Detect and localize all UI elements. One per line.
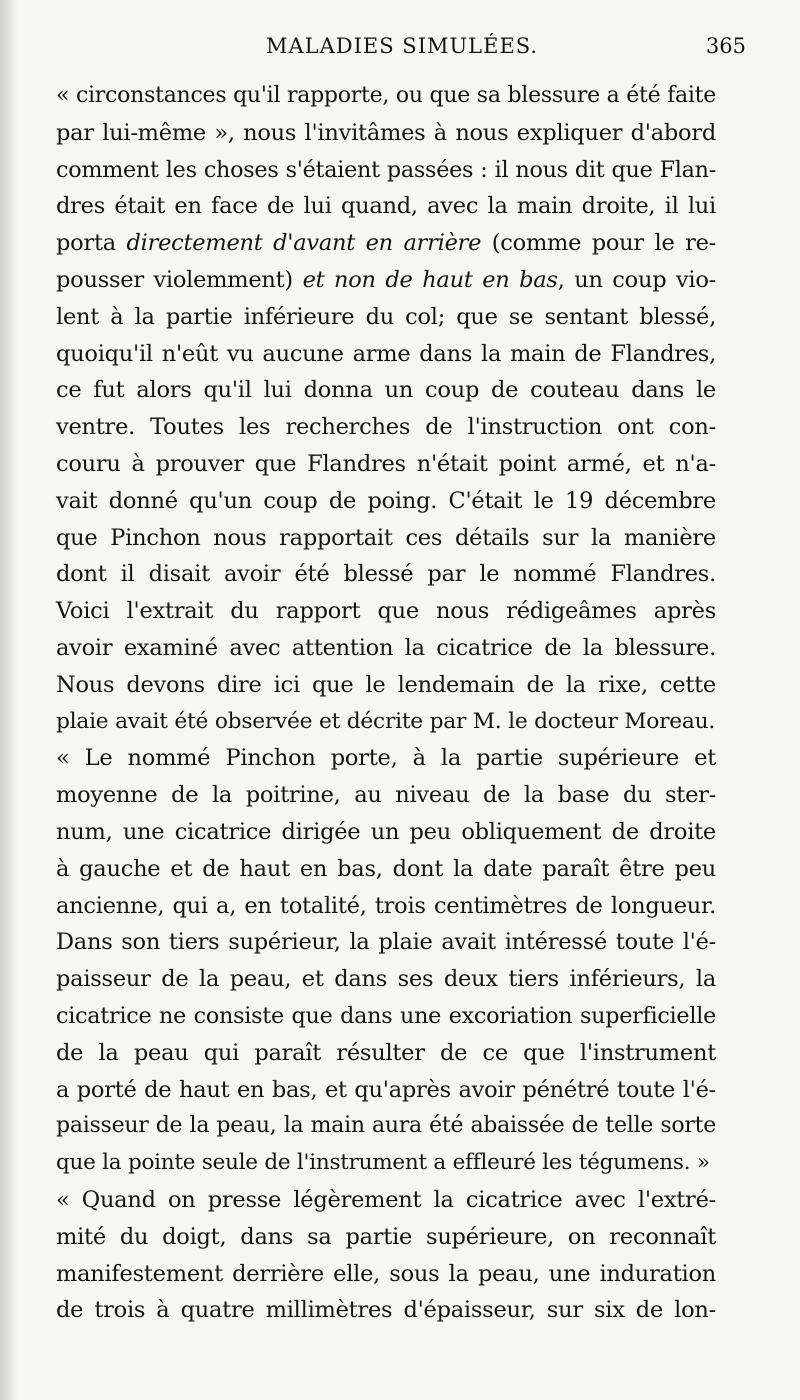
page-gutter-shadow: [0, 0, 18, 1400]
text-line: manifestement derrière elle, sous la peau, une induration: [56, 1260, 716, 1287]
text-line: ventre. Toutes les recherches de l'instruction ont con-: [56, 414, 716, 441]
text-line: de trois à quatre millimètres d'épaisseur, sur six de lon-: [56, 1297, 716, 1324]
body-text: [56, 78, 716, 1329]
page-header: [56, 34, 746, 70]
text-segment: (comme pour le re-: [481, 230, 716, 257]
text-line: dont il disait avoir été blessé par le nommé Flandres.: [56, 561, 716, 588]
italic-phrase: et non de haut en bas: [302, 266, 558, 293]
text-line: que Pinchon nous rapportait ces détails sur la manière: [56, 524, 716, 551]
text-line: « circonstances qu'il rapporte, ou que sa blessure a été faite: [56, 83, 717, 108]
text-line: quoiqu'il n'eût vu aucune arme dans la main de Flandres,: [56, 340, 716, 367]
running-head: MALADIES SIMULÉES.: [266, 34, 539, 58]
text-line: paisseur de la peau, la main aura été abaissée de telle sorte: [56, 1113, 716, 1139]
text-line: comment les choses s'étaient passées : il nous dit que Flan-: [56, 156, 716, 183]
text-line: que la pointe seule de l'instrument a effleuré les tégumens. »: [56, 1150, 710, 1176]
text-line: « Quand on presse légèrement la cicatrice avec l'extré-: [56, 1186, 716, 1213]
text-segment: porta: [56, 230, 127, 257]
text-line: vait donné qu'un coup de poing. C'était le 19 décembre: [56, 487, 716, 514]
text-line: a porté de haut en bas, et qu'après avoir pénétré toute l'é-: [56, 1076, 716, 1103]
text-line: à gauche et de haut en bas, dont la date paraît être peu: [56, 855, 716, 882]
text-line: par lui-même », nous l'invitâmes à nous expliquer d'abord: [56, 119, 716, 146]
text-line: Nous devons dire ici que le lendemain de la rixe, cette: [56, 671, 716, 698]
text-line: moyenne de la poitrine, au niveau de la base du ster-: [56, 782, 716, 809]
text-line: Voici l'extrait du rapport que nous rédigeâmes après: [56, 598, 716, 625]
text-line: « Le nommé Pinchon porte, à la partie supérieure et: [56, 745, 716, 772]
text-line: num, une cicatrice dirigée un peu obliquement de droite: [56, 818, 716, 845]
text-line: mité du doigt, dans sa partie supérieure, on reconnaît: [56, 1223, 716, 1250]
text-line: couru à prouver que Flandres n'était point armé, et n'a-: [56, 450, 716, 477]
text-line: lent à la partie inférieure du col; que se sentant blessé,: [56, 303, 716, 330]
text-line: plaie avait été observée et décrite par M. le docteur Moreau.: [56, 708, 716, 734]
page-number: 365: [705, 34, 746, 58]
text-line: avoir examiné avec attention la cicatrice de la blessure.: [56, 634, 716, 661]
text-line: ce fut alors qu'il lui donna un coup de couteau dans le: [56, 377, 716, 404]
text-line: ancienne, qui a, en totalité, trois centimètres de longueur.: [56, 892, 716, 919]
text-line: paisseur de la peau, et dans ses deux tiers inférieurs, la: [56, 966, 716, 993]
text-line: de la peau qui paraît résulter de ce que l'instrument: [56, 1039, 716, 1066]
text-line: cicatrice ne consiste que dans une excoriation superficielle: [56, 1002, 716, 1029]
text-segment: , un coup vio-: [557, 266, 716, 293]
italic-phrase: directement d'avant en arrière: [126, 230, 482, 257]
text-line: [56, 262, 716, 299]
text-segment: pousser violemment): [56, 266, 303, 293]
text-line: [56, 225, 716, 262]
text-line: Dans son tiers supérieur, la plaie avait intéressé toute l'é-: [56, 929, 716, 956]
text-line: dres était en face de lui quand, avec la main droite, il lui: [56, 193, 716, 220]
